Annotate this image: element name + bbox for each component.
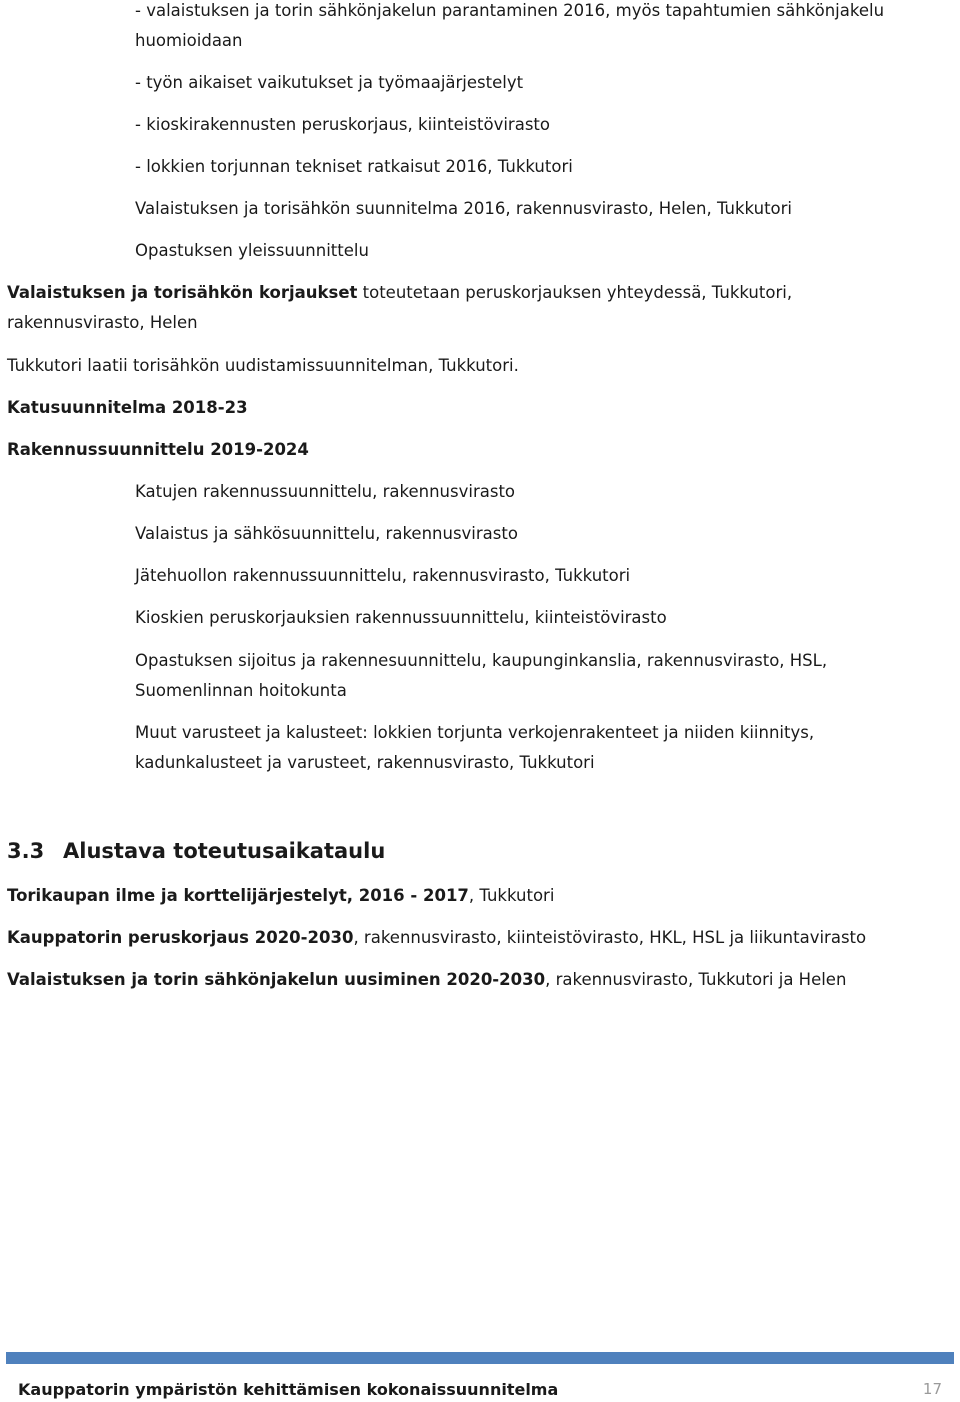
schedule-item (7, 881, 554, 911)
section-number: 3.3 (7, 839, 45, 863)
list-item: - lokkien torjunnan tekniset ratkaisut 2016, Tukkutori (135, 157, 573, 176)
list-item: Jätehuollon rakennussuunnittelu, rakennusvirasto, Tukkutori (135, 566, 631, 585)
lighting-paragraph-text: toteutetaan peruskorjauksen yhteydessä, Tukkutori, (357, 283, 793, 302)
list-item: Valaistus ja sähkösuunnittelu, rakennusvirasto (135, 524, 518, 543)
paragraph: Tukkutori laatii torisähkön uudistamissuunnitelman, Tukkutori. (7, 356, 519, 375)
list-item-continuation: huomioidaan (135, 31, 243, 50)
street-plan-heading: Katusuunnitelma 2018-23 (7, 398, 248, 417)
list-item-continuation: Suomenlinnan hoitokunta (135, 681, 347, 700)
paragraph: Opastuksen yleissuunnittelu (135, 241, 369, 260)
lighting-paragraph (7, 278, 792, 308)
list-item: - valaistuksen ja torin sähkönjakelun parantaminen 2016, myös tapahtumien sähkönjakelu (135, 1, 885, 20)
list-item: - työn aikaiset vaikutukset ja työmaajärjestelyt (135, 73, 524, 92)
construction-plan-heading: Rakennussuunnittelu 2019-2024 (7, 440, 309, 459)
list-item: Kioskien peruskorjauksien rakennussuunnittelu, kiinteistövirasto (135, 608, 667, 627)
list-item: Muut varusteet ja kalusteet: lokkien torjunta verkojenrakenteet ja niiden kiinnitys, (135, 723, 815, 742)
schedule-item-text: , rakennusvirasto, Tukkutori ja Helen (545, 970, 847, 989)
footer-bar (6, 1352, 954, 1364)
page-number: 17 (922, 1380, 942, 1398)
list-item: - kioskirakennusten peruskorjaus, kiinteistövirasto (135, 115, 550, 134)
schedule-item-bold: Kauppatorin peruskorjaus 2020-2030 (7, 928, 354, 947)
footer-title: Kauppatorin ympäristön kehittämisen kokonaissuunnitelma (18, 1380, 559, 1399)
lighting-paragraph-bold: Valaistuksen ja torisähkön korjaukset (7, 283, 358, 302)
list-item: Opastuksen sijoitus ja rakennesuunnittelu, kaupunginkanslia, rakennusvirasto, HSL, (135, 651, 828, 670)
schedule-item-bold: Valaistuksen ja torin sähkönjakelun uusiminen 2020-2030 (7, 970, 546, 989)
section-title: Alustava toteutusaikataulu (63, 839, 386, 863)
schedule-item-bold: Torikaupan ilme ja korttelijärjestelyt, 2016 - 2017 (7, 886, 469, 905)
list-item-continuation: kadunkalusteet ja varusteet, rakennusvirasto, Tukkutori (135, 753, 595, 772)
list-item: Katujen rakennussuunnittelu, rakennusvirasto (135, 482, 516, 501)
lighting-paragraph-line2: rakennusvirasto, Helen (7, 313, 198, 332)
paragraph: Valaistuksen ja torisähkön suunnitelma 2016, rakennusvirasto, Helen, Tukkutori (135, 199, 792, 218)
section-heading (7, 836, 385, 866)
schedule-item (7, 965, 846, 995)
schedule-item-text: , Tukkutori (468, 886, 555, 905)
schedule-item-text: , rakennusvirasto, kiinteistövirasto, HKL, HSL ja liikuntavirasto (353, 928, 867, 947)
schedule-item (7, 923, 866, 953)
